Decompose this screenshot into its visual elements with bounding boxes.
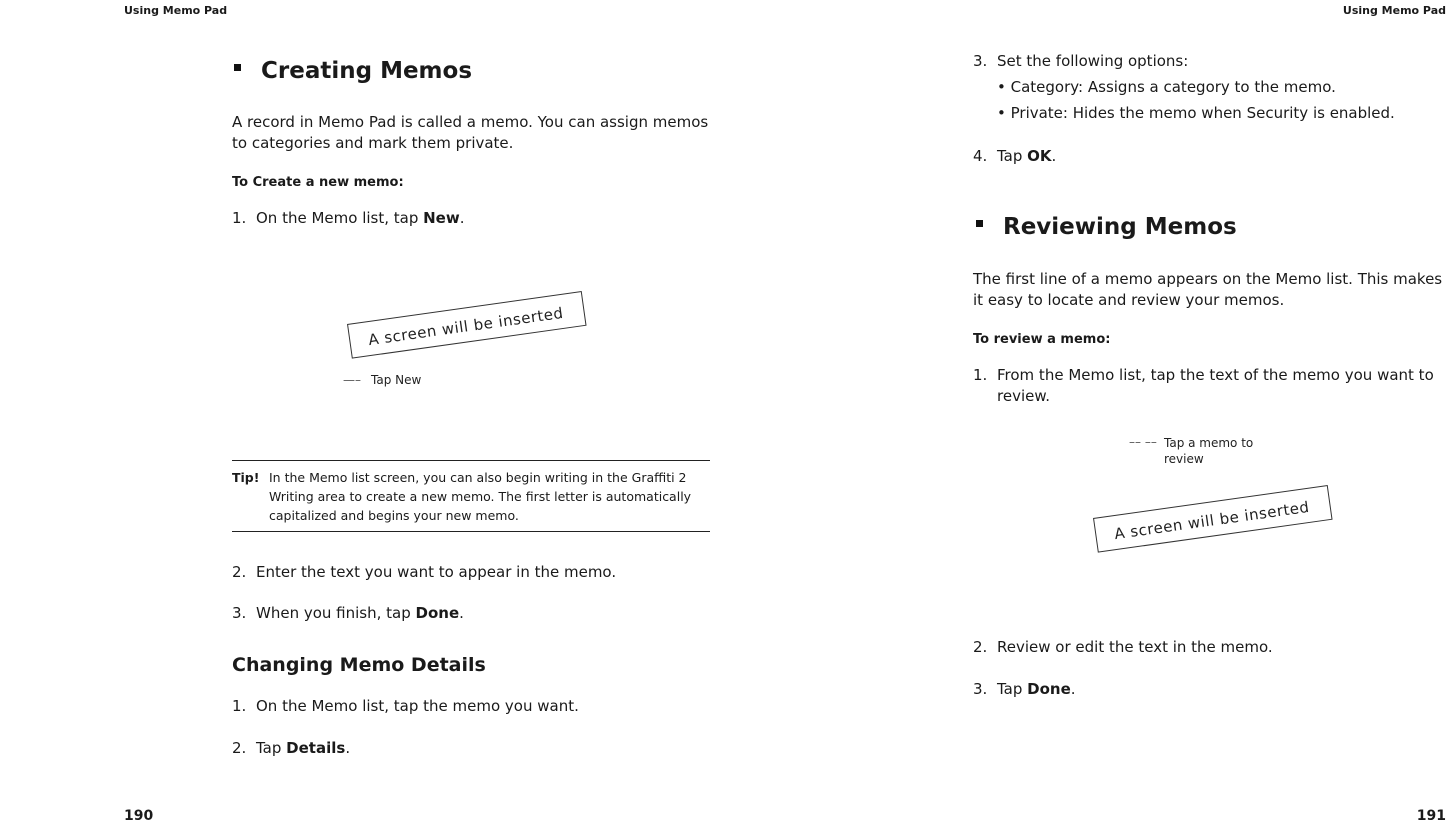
procedure-title: To Create a new memo: — [232, 175, 404, 190]
option-step-3: 3. Set the following options: — [973, 52, 1189, 70]
section-title-creating-memos — [234, 58, 472, 84]
step-3: 3. When you finish, tap Done. — [232, 604, 464, 622]
step-number: 1. — [232, 209, 247, 227]
intro-paragraph-right: The first line of a memo appears on the Memo list. This makes it easy to locate and review your memos. — [973, 270, 1443, 309]
callout-line: –– –– — [1129, 435, 1157, 449]
screen-placeholder-right: A screen will be inserted — [1093, 485, 1332, 553]
step-text: On the Memo list, tap New. — [256, 209, 465, 227]
detail-step-1: 1. On the Memo list, tap the memo you want. — [232, 697, 579, 715]
intro-paragraph: A record in Memo Pad is called a memo. You can assign memos to categories and mark them private. — [232, 113, 709, 152]
callout-text: Tap New — [371, 373, 422, 387]
callout-line: —– — [343, 373, 361, 387]
detail-step-2: 2. Tap Details. — [232, 739, 351, 757]
running-header-left: Using Memo Pad — [124, 4, 228, 17]
section-title-text: Reviewing Memos — [1003, 214, 1237, 240]
review-step-2: 2. Review or edit the text in the memo. — [973, 638, 1273, 656]
bullet-square-icon — [234, 64, 241, 71]
page-number-left: 190 — [124, 808, 154, 824]
review-step-1: 1. From the Memo list, tap the text of the memo you want to review. — [973, 366, 1434, 405]
screen-placeholder: A screen will be inserted — [347, 291, 586, 359]
bullet-square-icon — [976, 220, 983, 227]
bullet-private: • Private: Hides the memo when Security is enabled. — [997, 104, 1395, 122]
tip-rule-top — [232, 460, 710, 461]
option-step-4: 4. Tap OK. — [973, 147, 1057, 165]
section-title-text: Creating Memos — [261, 58, 473, 84]
procedure-title-right: To review a memo: — [973, 332, 1111, 347]
callout-text: Tap a memo to review — [1164, 436, 1254, 466]
callout-tap-memo — [1129, 435, 1279, 467]
review-step-3: 3. Tap Done. — [973, 680, 1076, 698]
page-number-right: 191 — [1416, 808, 1446, 824]
step-2: 2. Enter the text you want to appear in the memo. — [232, 563, 617, 581]
callout-tap-new — [343, 373, 421, 387]
subsection-title: Changing Memo Details — [232, 654, 486, 676]
tip-rule-bottom — [232, 531, 710, 532]
section-title-reviewing-memos — [976, 214, 1237, 240]
step-1 — [232, 208, 712, 229]
tip-text: In the Memo list screen, you can also begin writing in the Graffiti 2 Writing area to create a new memo. The first letter is automatically capitalized and begins your new memo. — [269, 470, 692, 523]
running-header-right: Using Memo Pad — [1342, 4, 1446, 17]
tip-box — [232, 468, 710, 525]
bullet-category: • Category: Assigns a category to the memo. — [997, 78, 1336, 96]
tip-label: Tip! — [232, 470, 260, 485]
